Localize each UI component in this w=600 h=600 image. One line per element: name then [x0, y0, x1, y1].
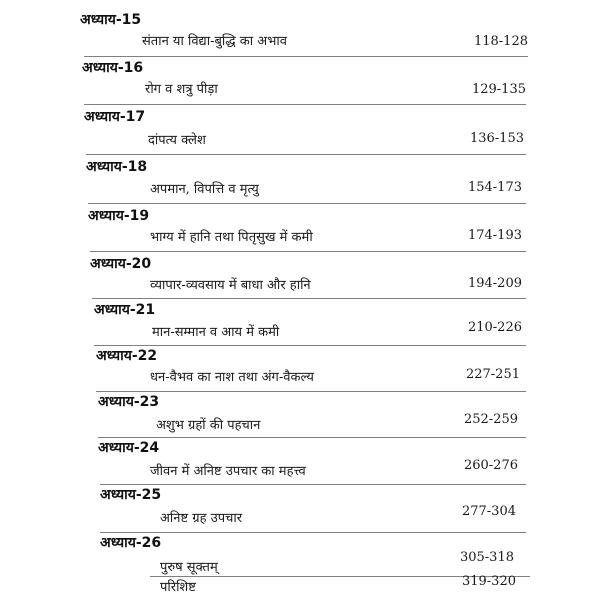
chapter-heading: अध्याय-23 — [98, 394, 160, 410]
page-range: 174-193 — [467, 228, 522, 243]
page-range: 210-226 — [467, 320, 522, 335]
chapter-title: पुरुष सूक्तम् — [160, 560, 218, 575]
page-range: 227-251 — [465, 367, 520, 382]
separator-line — [92, 298, 526, 299]
chapter-heading: अध्याय-19 — [88, 208, 150, 224]
page-range: 118-128 — [473, 34, 528, 49]
separator-line — [90, 251, 526, 252]
chapter-heading: अध्याय-15 — [80, 12, 142, 28]
page-range: 319-320 — [461, 574, 516, 589]
chapter-heading: अध्याय-24 — [98, 440, 160, 456]
chapter-title: संतान या विद्या-बुद्धि का अभाव — [142, 34, 287, 49]
chapter-title: धन-वैभव का नाश तथा अंग-वैकल्य — [150, 370, 314, 385]
chapter-heading: अध्याय-18 — [86, 159, 148, 175]
chapter-title: रोग व शत्रु पीड़ा — [145, 82, 218, 97]
separator-line — [96, 391, 526, 392]
page-range: 136-153 — [469, 131, 524, 146]
chapter-heading: अध्याय-21 — [94, 302, 156, 318]
chapter-heading: अध्याय-20 — [90, 256, 152, 272]
page-range: 154-173 — [467, 180, 522, 195]
chapter-title: अशुभ ग्रहों की पहचान — [156, 418, 261, 433]
chapter-title: भाग्य में हानि तथा पितृसुख में कमी — [150, 230, 313, 245]
page-range: 277-304 — [461, 504, 516, 519]
separator-line — [94, 345, 526, 346]
chapter-heading: अध्याय-17 — [84, 109, 146, 125]
separator-line — [84, 104, 526, 105]
page-range: 305-318 — [459, 550, 514, 565]
separator-line — [100, 532, 526, 533]
chapter-heading: अध्याय-22 — [96, 348, 158, 364]
chapter-title: व्यापार-व्यवसाय में बाधा और हानि — [150, 278, 311, 293]
page-range: 260-276 — [463, 458, 518, 473]
separator-line — [84, 56, 528, 57]
separator-line — [100, 484, 526, 485]
page-range: 194-209 — [467, 276, 522, 291]
chapter-title: जीवन में अनिष्ट उपचार का महत्त्व — [150, 464, 306, 479]
appendix-title: परिशिष्ट — [160, 580, 196, 595]
separator-line — [88, 203, 526, 204]
chapter-title: दांपत्य क्लेश — [148, 133, 206, 148]
chapter-heading: अध्याय-26 — [100, 535, 162, 551]
page-range: 252-259 — [463, 412, 518, 427]
chapter-title: अपमान, विपत्ति व मृत्यु — [150, 182, 259, 197]
chapter-title: मान-सम्मान व आय में कमी — [152, 325, 280, 340]
chapter-heading: अध्याय-16 — [82, 60, 144, 76]
separator-line — [86, 154, 526, 155]
page-range: 129-135 — [471, 82, 526, 97]
separator-line — [98, 437, 526, 438]
chapter-title: अनिष्ट ग्रह उपचार — [160, 511, 243, 526]
chapter-heading: अध्याय-25 — [100, 487, 162, 503]
